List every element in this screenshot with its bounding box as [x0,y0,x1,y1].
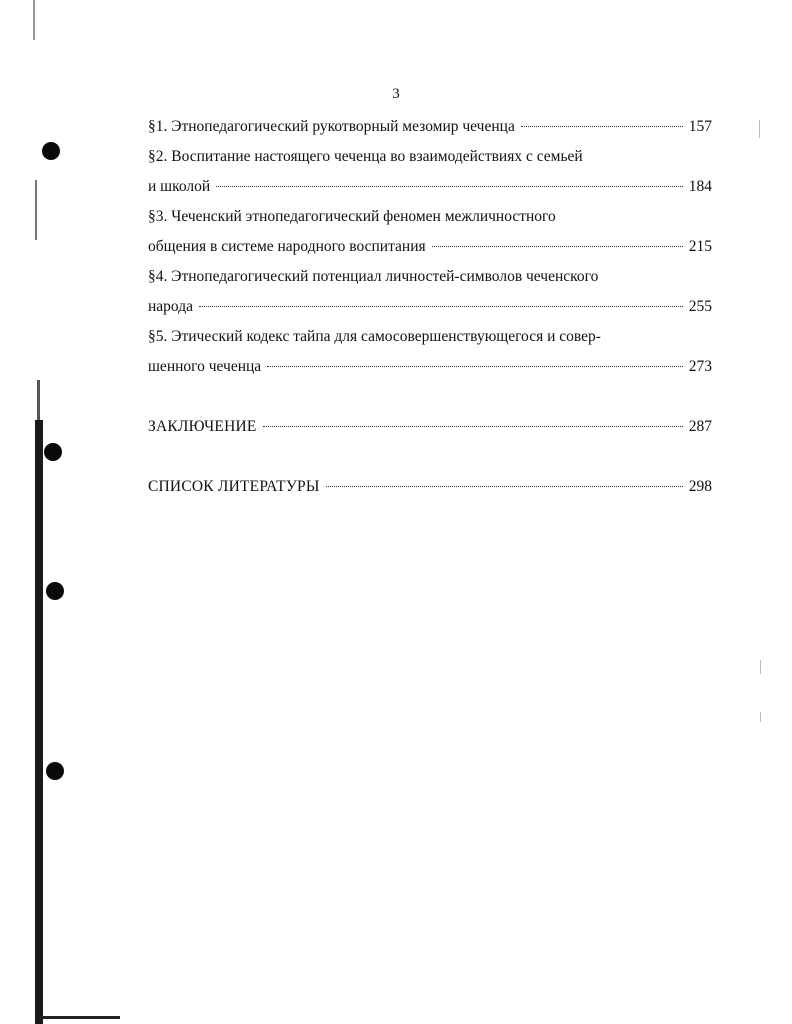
toc-line [148,292,712,322]
bottom-scan-smudge [40,1016,120,1019]
toc-bibliography [148,472,712,502]
toc-entry-title: §4. Этнопедагогический потенциал личностей-символов чеченского [148,268,599,285]
punch-hole-4 [46,762,64,780]
conclusion-page: 287 [688,418,712,435]
toc-entry-page: 184 [688,178,712,195]
conclusion-title: ЗАКЛЮЧЕНИЕ [148,418,257,435]
toc-entry-4 [148,262,712,322]
toc-entry-title: §5. Этический кодекс тайпа для самосовершенствующегося и совер- [148,328,601,345]
toc-entry-1 [148,112,712,142]
toc-entry-title: §3. Чеченский этнопедагогический феномен межличностного [148,208,556,225]
toc-entry-title: §1. Этнопедагогический рукотворный мезомир чеченца [148,118,515,135]
toc-entry-title-cont: народа [148,298,193,315]
toc-entry-title-cont: и школой [148,178,211,195]
toc-line [148,352,712,382]
toc-entry-page: 255 [688,298,712,315]
page-number: 3 [392,86,400,102]
bibliography-title: СПИСОК ЛИТЕРАТУРЫ [148,478,320,495]
toc-entry-3 [148,202,712,262]
toc-line [148,202,712,232]
toc-entry-2 [148,142,712,202]
spacer [148,382,712,412]
toc-line [148,142,712,172]
right-edge-speck [759,120,760,138]
toc-entry-5 [148,322,712,382]
toc-entry-title-cont: общения в системе народного воспитания [148,238,426,255]
toc-entry-title: §2. Воспитание настоящего чеченца во взаимодействиях с семьей [148,148,583,165]
toc-line [148,112,712,142]
toc-conclusion [148,412,712,442]
punch-hole-1 [42,142,60,160]
punch-hole-2 [44,443,62,461]
right-edge-speck [760,660,761,674]
dot-leader [199,306,683,307]
right-edge-speck [760,712,761,722]
toc-line [148,172,712,202]
spacer [148,442,712,472]
dot-leader [267,366,683,367]
toc-entry-page: 273 [688,358,712,375]
toc-line [148,322,712,352]
dot-leader [521,126,683,127]
bibliography-page: 298 [688,478,712,495]
toc-line [148,232,712,262]
toc-entry-page: 157 [688,118,712,135]
toc-entry-page: 215 [688,238,712,255]
dot-leader [432,246,683,247]
punch-hole-3 [46,582,64,600]
table-of-contents [148,112,712,502]
toc-entry-title-cont: шенного чеченца [148,358,262,375]
dot-leader [216,186,683,187]
toc-line [148,262,712,292]
dot-leader [263,426,683,427]
dot-leader [326,486,683,487]
